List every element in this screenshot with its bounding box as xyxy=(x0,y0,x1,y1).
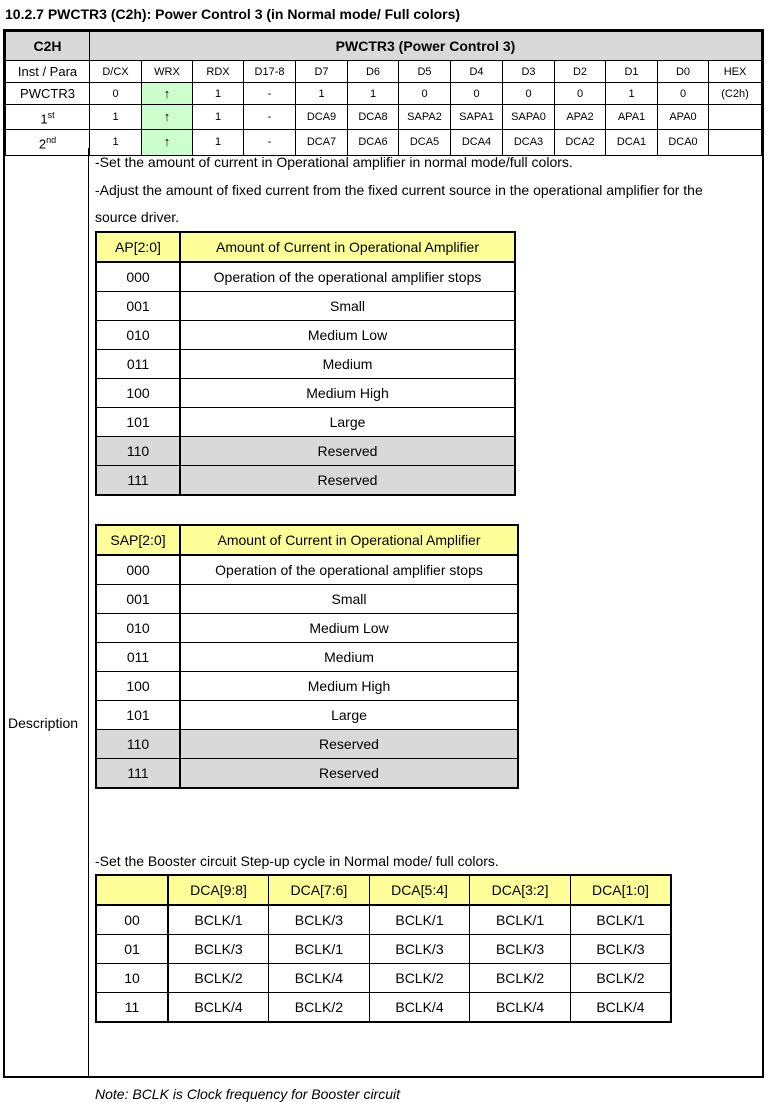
sap-table-row xyxy=(96,672,518,701)
sap-table-row xyxy=(96,643,518,672)
section-title: 10.2.7 PWCTR3 (C2h): Power Control 3 (in Normal mode/ Full colors) xyxy=(5,6,461,22)
register-cell: DCA4 xyxy=(451,130,503,155)
dca-value-cell: BCLK/4 xyxy=(470,993,571,1023)
dca-value-cell: BCLK/4 xyxy=(168,993,269,1023)
sap-table-value-cell: Reserved xyxy=(180,759,518,789)
dca-value-cell: BCLK/4 xyxy=(269,964,370,993)
dca-header-cell: DCA[3:2] xyxy=(470,875,571,905)
register-cell: - xyxy=(244,105,296,130)
description-content xyxy=(89,148,762,1102)
register-column-header: D17-8 xyxy=(244,61,296,83)
ap-table-code-cell: 011 xyxy=(96,350,180,379)
ap-table-code-cell: 001 xyxy=(96,292,180,321)
register-name: PWCTR3 (Power Control 3) xyxy=(90,32,762,61)
dca-row xyxy=(96,964,671,993)
description-line-1: -Set the amount of current in Operational amplifier in normal mode/full colors. xyxy=(95,154,573,170)
booster-line: -Set the Booster circuit Step-up cycle in Normal mode/ full colors. xyxy=(95,853,499,869)
wrx-arrow-icon: ↑ xyxy=(142,83,193,105)
register-column-header: RDX xyxy=(193,61,244,83)
dca-value-cell: BCLK/2 xyxy=(369,964,470,993)
dca-header-cell: DCA[9:8] xyxy=(168,875,269,905)
ap-table-value-cell: Medium Low xyxy=(180,321,515,350)
sap-table-value-cell: Medium xyxy=(180,643,518,672)
dca-value-cell: BCLK/1 xyxy=(470,905,571,935)
description-line-3: source driver. xyxy=(95,209,180,225)
dca-booster-table xyxy=(95,874,672,1023)
description-line-2: -Adjust the amount of fixed current from the fixed current source in the operational amplifier for the xyxy=(95,182,703,198)
dca-row xyxy=(96,935,671,964)
sap-table-code-cell: 010 xyxy=(96,614,180,643)
sap-table-value-cell: Small xyxy=(180,585,518,614)
register-cell: DCA8 xyxy=(348,105,399,130)
register-row xyxy=(6,105,762,130)
register-cell: 1 xyxy=(606,83,658,105)
sap-table-code-cell: 100 xyxy=(96,672,180,701)
register-cell: - xyxy=(244,130,296,155)
register-cell: 1 xyxy=(348,83,399,105)
sap-table-row xyxy=(96,585,518,614)
dca-header-cell: DCA[1:0] xyxy=(570,875,671,905)
register-column-header: Inst / Para xyxy=(6,61,90,83)
register-cell: 1 xyxy=(90,130,142,155)
ap-table-row xyxy=(96,466,515,496)
dca-header-row xyxy=(96,875,671,905)
sap-table-code-cell: 011 xyxy=(96,643,180,672)
register-row-label xyxy=(6,83,90,105)
register-cell: (C2h) xyxy=(709,83,762,105)
row-label-suffix: st xyxy=(47,110,55,120)
dca-code-cell: 01 xyxy=(96,935,168,964)
register-cell xyxy=(709,105,762,130)
register-code: C2H xyxy=(6,32,90,61)
row-label-suffix: nd xyxy=(46,135,57,146)
dca-code-cell: 00 xyxy=(96,905,168,935)
sap-table-row xyxy=(96,614,518,643)
register-cell: 1 xyxy=(193,130,244,155)
dca-value-cell: BCLK/1 xyxy=(369,905,470,935)
register-cell: DCA5 xyxy=(399,130,451,155)
register-cell: SAPA0 xyxy=(503,105,555,130)
register-cell: DCA2 xyxy=(555,130,606,155)
register-column-header: D0 xyxy=(658,61,709,83)
sap-current-table xyxy=(95,524,519,789)
ap-table-header-row xyxy=(96,232,515,262)
booster-note: Note: BCLK is Clock frequency for Booster circuit xyxy=(95,1086,401,1102)
register-cell: 0 xyxy=(658,83,709,105)
ap-table-value-cell: Medium xyxy=(180,350,515,379)
sap-table-row xyxy=(96,759,518,789)
dca-value-cell: BCLK/4 xyxy=(570,993,671,1023)
dca-value-cell: BCLK/3 xyxy=(269,905,370,935)
sap-table-code-cell: 111 xyxy=(96,759,180,789)
register-cell: DCA9 xyxy=(296,105,348,130)
dca-value-cell: BCLK/2 xyxy=(168,964,269,993)
dca-value-cell: BCLK/1 xyxy=(570,905,671,935)
sap-table-value-cell: Operation of the operational amplifier stops xyxy=(180,555,518,585)
description-label-cell xyxy=(5,148,89,1078)
register-cell: DCA6 xyxy=(348,130,399,155)
sap-table-value-cell: Medium High xyxy=(180,672,518,701)
sap-table-row xyxy=(96,730,518,759)
register-cell: APA0 xyxy=(658,105,709,130)
dca-value-cell: BCLK/3 xyxy=(570,935,671,964)
register-column-header: D5 xyxy=(399,61,451,83)
register-header-row xyxy=(6,32,762,61)
ap-current-table xyxy=(95,231,516,496)
ap-table-code-cell: 111 xyxy=(96,466,180,496)
register-column-header: HEX xyxy=(709,61,762,83)
ap-table-value-cell: Reserved xyxy=(180,437,515,466)
sap-table-row xyxy=(96,555,518,585)
register-row-label xyxy=(6,105,90,130)
register-cell: DCA3 xyxy=(503,130,555,155)
dca-value-cell: BCLK/2 xyxy=(570,964,671,993)
dca-value-cell: BCLK/2 xyxy=(470,964,571,993)
register-cell: 0 xyxy=(451,83,503,105)
dca-value-cell: BCLK/1 xyxy=(269,935,370,964)
row-label-text: 1 xyxy=(40,111,48,127)
sap-table-header-cell: Amount of Current in Operational Amplifier xyxy=(180,525,518,555)
sap-table-row xyxy=(96,701,518,730)
register-row xyxy=(6,83,762,105)
register-column-header: D6 xyxy=(348,61,399,83)
sap-table-header-row xyxy=(96,525,518,555)
register-column-header: D/CX xyxy=(90,61,142,83)
register-column-header: D1 xyxy=(606,61,658,83)
sap-table-code-cell: 000 xyxy=(96,555,180,585)
register-cell: DCA0 xyxy=(658,130,709,155)
ap-table-value-cell: Small xyxy=(180,292,515,321)
register-table xyxy=(5,31,762,156)
sap-table-value-cell: Large xyxy=(180,701,518,730)
dca-code-cell: 10 xyxy=(96,964,168,993)
ap-table-row xyxy=(96,262,515,292)
register-cell: 0 xyxy=(503,83,555,105)
row-label-text: PWCTR3 xyxy=(20,85,75,101)
sap-table-code-cell: 110 xyxy=(96,730,180,759)
register-column-header: D2 xyxy=(555,61,606,83)
wrx-arrow-icon: ↑ xyxy=(142,105,193,130)
register-cell: 1 xyxy=(90,105,142,130)
sap-table-value-cell: Medium Low xyxy=(180,614,518,643)
dca-value-cell: BCLK/4 xyxy=(369,993,470,1023)
dca-code-cell: 11 xyxy=(96,993,168,1023)
register-cell: DCA7 xyxy=(296,130,348,155)
sap-table-header-cell: SAP[2:0] xyxy=(96,525,180,555)
register-cell: DCA1 xyxy=(606,130,658,155)
ap-table-row xyxy=(96,321,515,350)
register-cell: APA1 xyxy=(606,105,658,130)
ap-table-row xyxy=(96,350,515,379)
register-column-header: D3 xyxy=(503,61,555,83)
dca-value-cell: BCLK/1 xyxy=(168,905,269,935)
register-cell: 0 xyxy=(399,83,451,105)
dca-value-cell: BCLK/3 xyxy=(470,935,571,964)
register-cell: 0 xyxy=(555,83,606,105)
register-cell: SAPA1 xyxy=(451,105,503,130)
ap-table-header-cell: Amount of Current in Operational Amplifier xyxy=(180,232,515,262)
register-cell: 1 xyxy=(193,83,244,105)
ap-table-value-cell: Reserved xyxy=(180,466,515,496)
dca-value-cell: BCLK/3 xyxy=(168,935,269,964)
dca-value-cell: BCLK/2 xyxy=(269,993,370,1023)
register-cell: 1 xyxy=(296,83,348,105)
register-column-row xyxy=(6,61,762,83)
description-label: Description xyxy=(8,715,79,731)
ap-table-header-cell: AP[2:0] xyxy=(96,232,180,262)
register-cell: 0 xyxy=(90,83,142,105)
dca-row xyxy=(96,993,671,1023)
register-cell: 1 xyxy=(193,105,244,130)
ap-table-code-cell: 100 xyxy=(96,379,180,408)
ap-table-code-cell: 110 xyxy=(96,437,180,466)
sap-table-value-cell: Reserved xyxy=(180,730,518,759)
dca-header-cell: DCA[5:4] xyxy=(369,875,470,905)
ap-table-code-cell: 010 xyxy=(96,321,180,350)
ap-table-row xyxy=(96,408,515,437)
ap-table-value-cell: Medium High xyxy=(180,379,515,408)
register-cell: APA2 xyxy=(555,105,606,130)
ap-table-value-cell: Operation of the operational amplifier stops xyxy=(180,262,515,292)
dca-row xyxy=(96,905,671,935)
sap-table-code-cell: 001 xyxy=(96,585,180,614)
dca-header-cell: DCA[7:6] xyxy=(269,875,370,905)
ap-table-code-cell: 000 xyxy=(96,262,180,292)
ap-table-value-cell: Large xyxy=(180,408,515,437)
row-label-text: 2 xyxy=(38,136,47,152)
dca-header-cell xyxy=(96,875,168,905)
ap-table-code-cell: 101 xyxy=(96,408,180,437)
sap-table-code-cell: 101 xyxy=(96,701,180,730)
register-column-header: D4 xyxy=(451,61,503,83)
register-cell: SAPA2 xyxy=(399,105,451,130)
register-column-header: WRX xyxy=(142,61,193,83)
wrx-arrow-icon: ↑ xyxy=(142,130,193,155)
register-frame xyxy=(3,29,764,1102)
register-cell: - xyxy=(244,83,296,105)
ap-table-row xyxy=(96,437,515,466)
ap-table-row xyxy=(96,379,515,408)
ap-table-row xyxy=(96,292,515,321)
dca-value-cell: BCLK/3 xyxy=(369,935,470,964)
register-column-header: D7 xyxy=(296,61,348,83)
